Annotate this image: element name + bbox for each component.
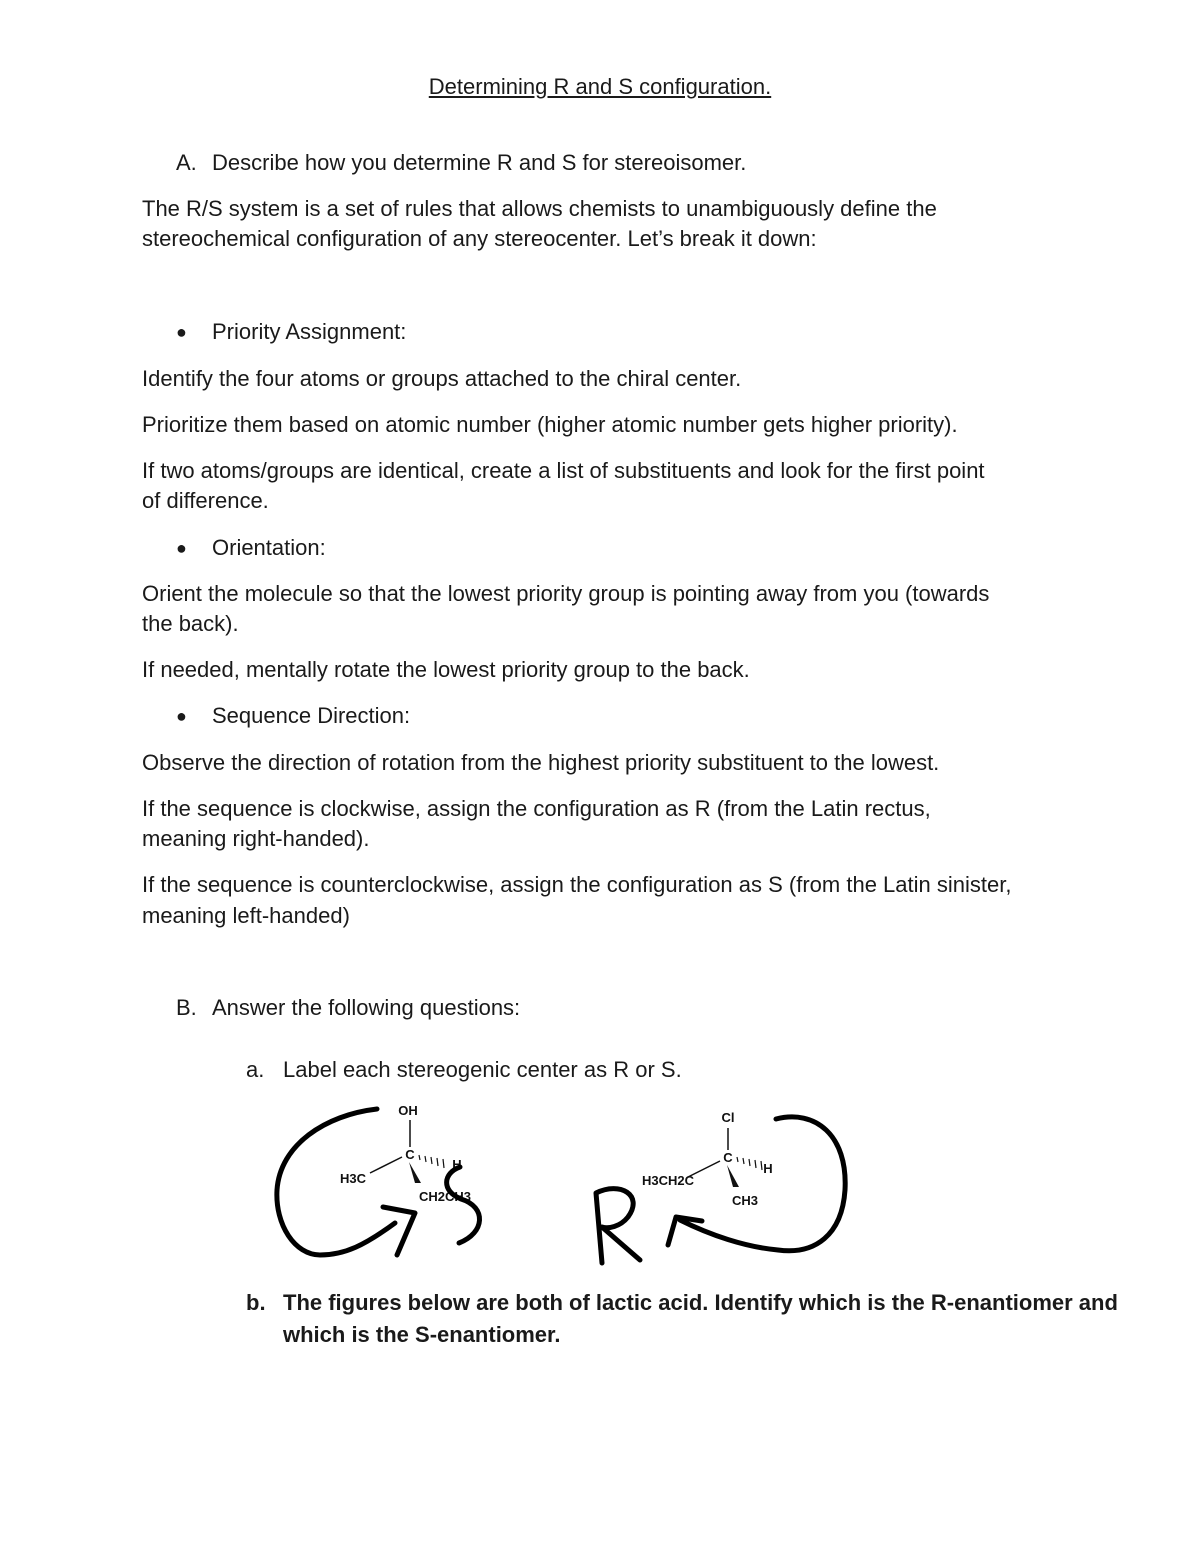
sequence-line-1: Observe the direction of rotation from the highest priority substituent to the lowest.: [142, 750, 940, 775]
question-b-line-1: The figures below are both of lactic acid. Identify which is the R-enantiomer and: [283, 1290, 1118, 1315]
mol2-hashed-bond: [737, 1157, 762, 1170]
section-a-heading: Describe how you determine R and S for stereoisomer.: [212, 150, 747, 175]
bullet-sequence-label: Sequence Direction:: [212, 703, 411, 728]
bullet-icon: ●: [176, 538, 187, 558]
bullet-orientation-label: Orientation:: [212, 535, 326, 560]
mol2-left-group: H3CH2C: [641, 1173, 695, 1188]
molecule-1-diagram: [265, 1095, 505, 1265]
bullet-icon: ●: [176, 706, 187, 726]
mol2-bottom-group: CH3: [731, 1193, 759, 1208]
mol1-left-group: H3C: [339, 1171, 367, 1186]
question-a-text: Label each stereogenic center as R or S.: [283, 1057, 682, 1082]
bullet-icon: ●: [176, 322, 187, 342]
sequence-line-3: meaning right-handed).: [142, 826, 370, 851]
orientation-line-2: the back).: [142, 611, 239, 636]
question-b-line-2: which is the S-enantiomer.: [283, 1322, 561, 1347]
priority-line-4: of difference.: [142, 488, 269, 513]
orientation-line-1: Orient the molecule so that the lowest priority group is pointing away from you (towards: [142, 581, 990, 606]
mol1-bond-left: [370, 1157, 402, 1173]
mol2-top-group: Cl: [721, 1110, 735, 1125]
bullet-priority-label: Priority Assignment:: [212, 319, 407, 344]
section-b-heading: Answer the following questions:: [212, 995, 521, 1020]
priority-line-1: Identify the four atoms or groups attached to the chiral center.: [142, 366, 742, 391]
molecule-2-diagram: [580, 1095, 870, 1275]
mol1-hashed-bond: [419, 1155, 444, 1168]
mol1-center: C: [405, 1147, 415, 1162]
sequence-line-2: If the sequence is clockwise, assign the configuration as R (from the Latin rectus,: [142, 796, 931, 821]
mol1-wedge-bond: [409, 1162, 421, 1183]
section-a-letter: A.: [176, 150, 197, 175]
mol1-handwritten-s: [447, 1167, 480, 1243]
question-b-letter: b.: [246, 1290, 266, 1315]
mol2-right-group: H: [763, 1161, 773, 1176]
section-b-letter: B.: [176, 995, 197, 1020]
mol1-top-group: OH: [398, 1103, 418, 1118]
question-a-letter: a.: [246, 1057, 265, 1082]
page-title: Determining R and S configuration.: [428, 74, 772, 99]
intro-line-2: stereochemical configuration of any stereocenter. Let’s break it down:: [142, 226, 817, 251]
sequence-line-5: meaning left-handed): [142, 903, 350, 928]
mol1-counterclockwise-arrow: [277, 1109, 395, 1255]
sequence-line-4: If the sequence is counterclockwise, assign the configuration as S (from the Latin sinister,: [142, 872, 1012, 897]
mol2-handwritten-r: [596, 1189, 640, 1263]
orientation-line-3: If needed, mentally rotate the lowest priority group to the back.: [142, 657, 750, 682]
intro-line-1: The R/S system is a set of rules that allows chemists to unambiguously define the: [142, 196, 937, 221]
mol2-clockwise-arrow: [680, 1117, 845, 1251]
mol1-bottom-group: CH2CH3: [418, 1189, 472, 1204]
mol1-right-group: H: [452, 1157, 462, 1172]
priority-line-2: Prioritize them based on atomic number (higher atomic number gets higher priority).: [142, 412, 958, 437]
mol2-center: C: [723, 1150, 733, 1165]
mol2-wedge-bond: [727, 1165, 739, 1187]
priority-line-3: If two atoms/groups are identical, create a list of substituents and look for the first point: [142, 458, 985, 483]
